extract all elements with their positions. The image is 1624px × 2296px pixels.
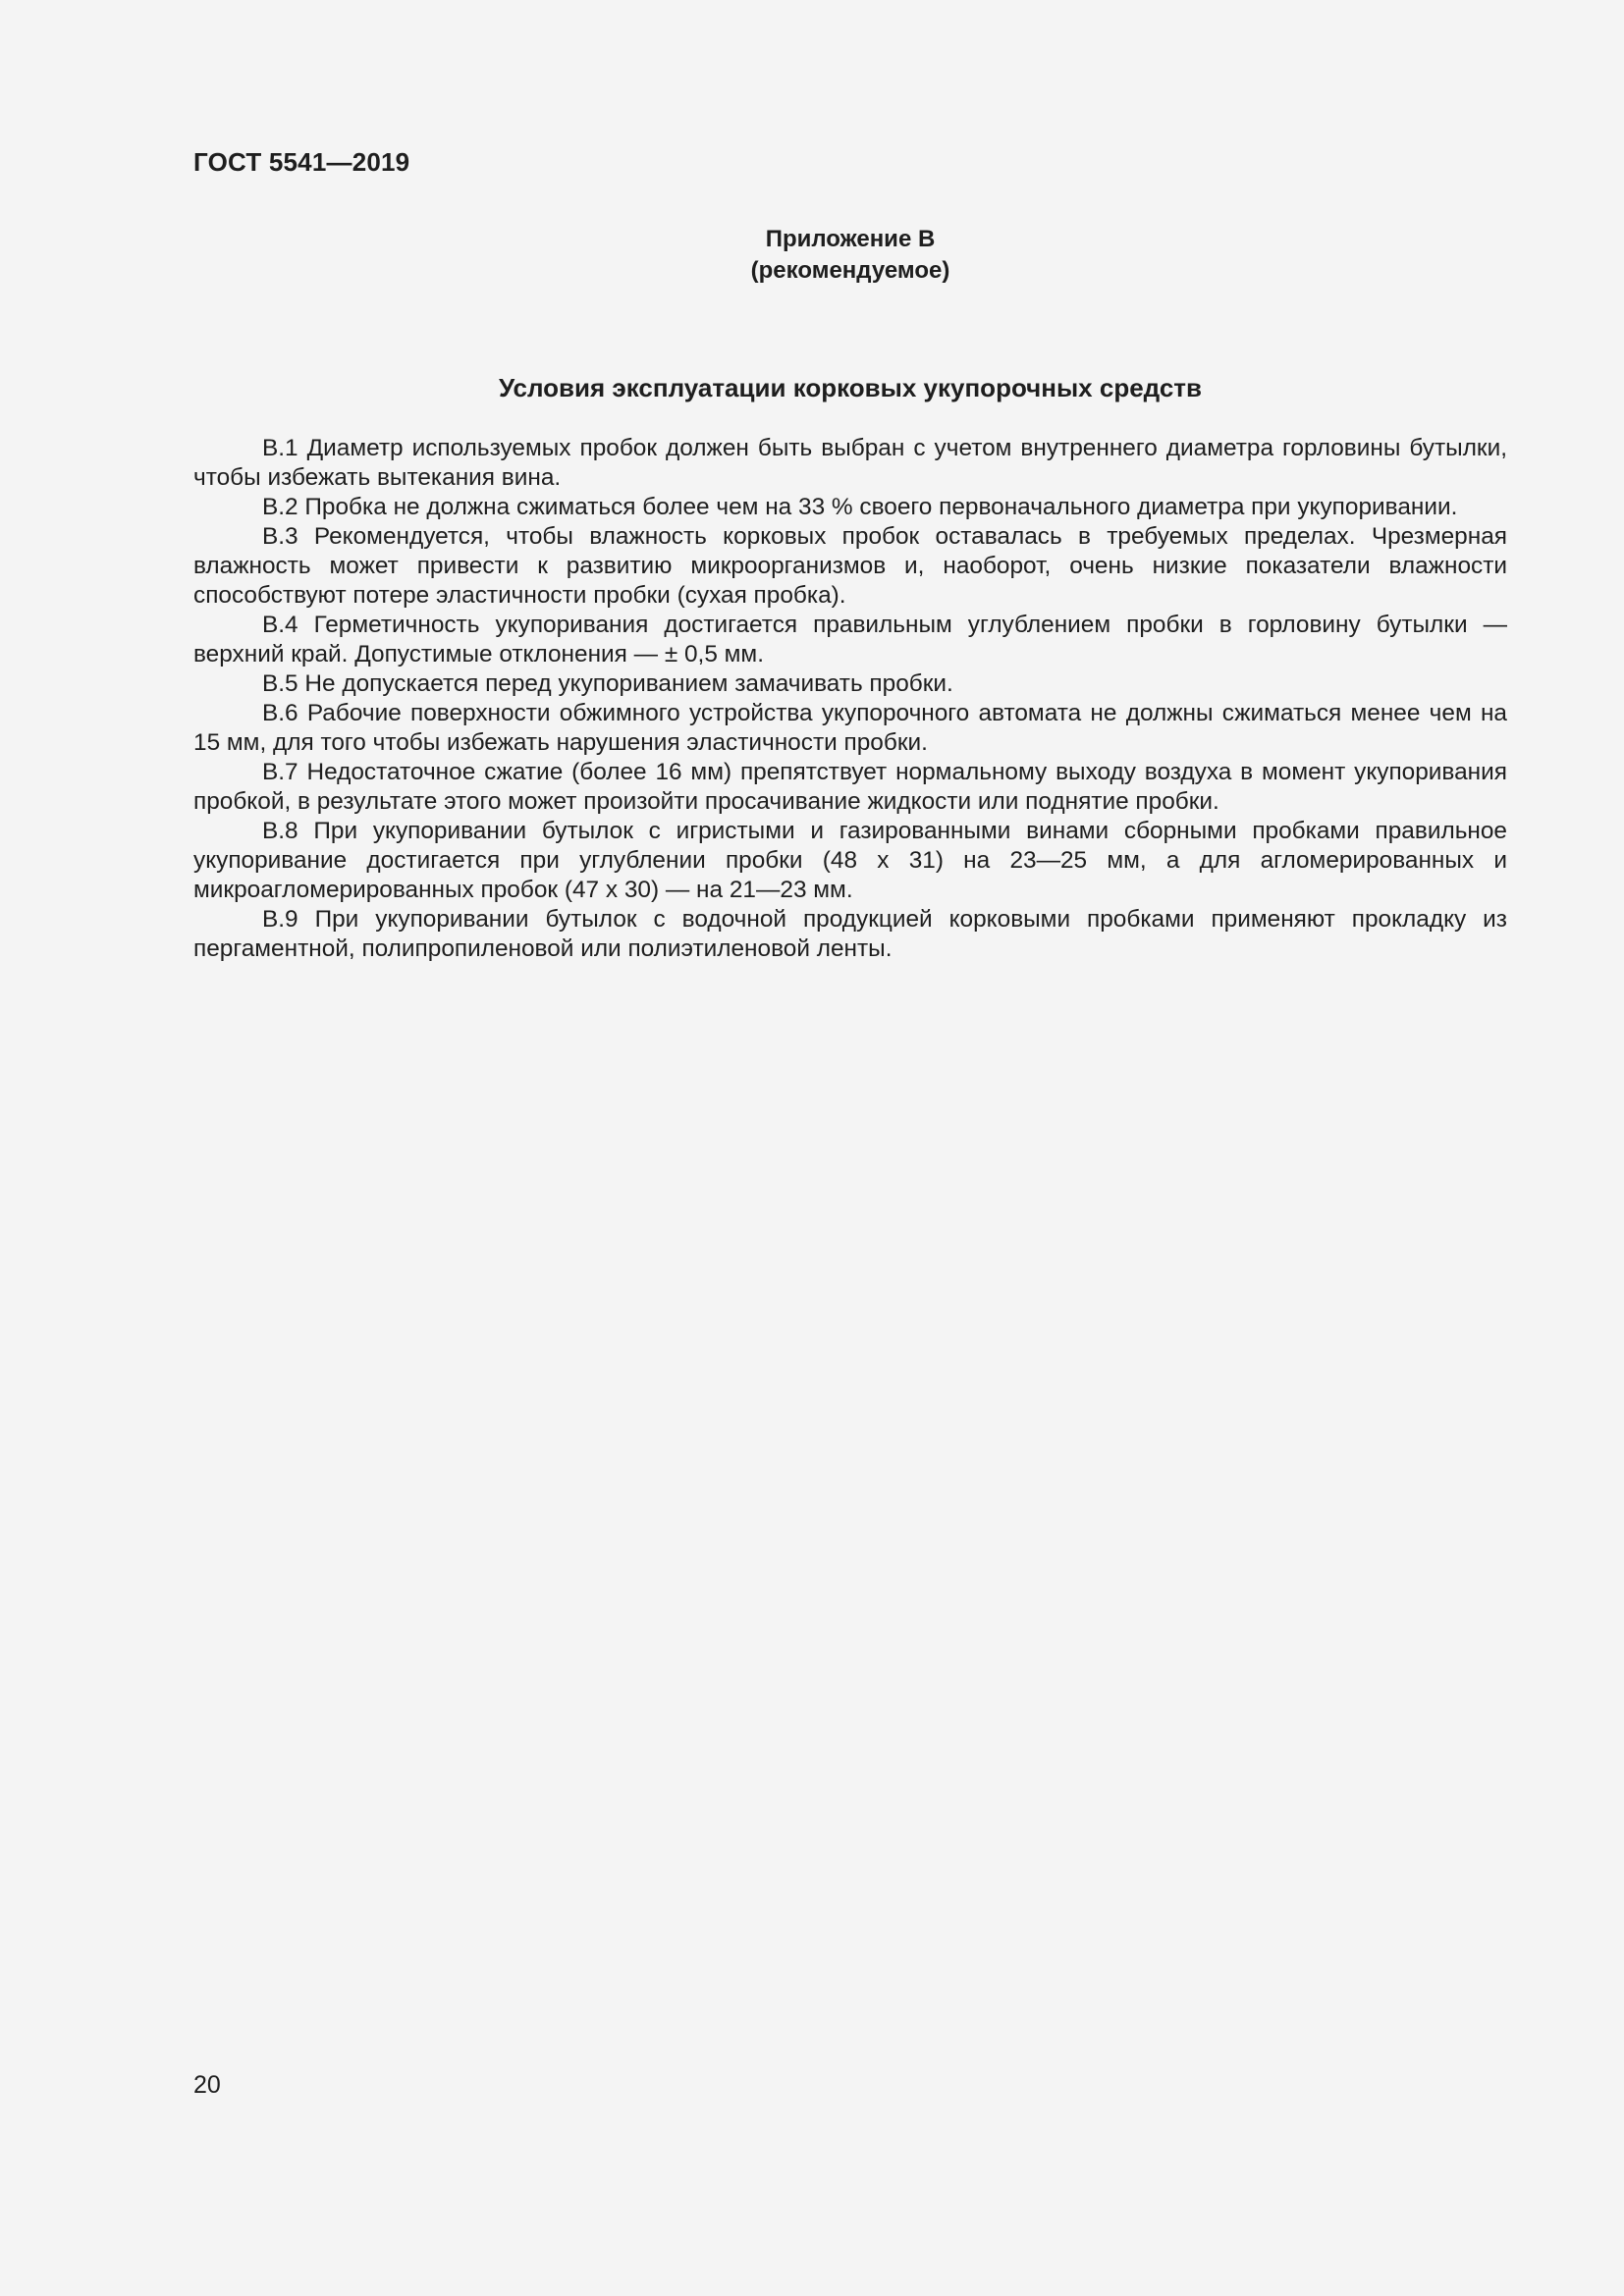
paragraph-b8: В.8 При укупоривании бутылок с игристыми и газированными винами сборными пробками правильное укупоривание достигается при углублении пробки (48 х 31) на 23—25 мм, а для агломерированных и микроагломерированных пробок (47 х 30) — на 21—23 мм. xyxy=(193,818,1507,903)
paragraph-b5: В.5 Не допускается перед укупориванием замачивать пробки. xyxy=(262,670,953,697)
document-code: ГОСТ 5541—2019 xyxy=(193,147,410,177)
paragraph-b3: В.3 Рекомендуется, чтобы влажность корковых пробок оставалась в требуемых пределах. Чрезмерная влажность может привести к развитию микроорганизмов и, наоборот, очень низкие показатели влажности способствуют потере эластичности пробки (сухая пробка). xyxy=(193,523,1507,609)
paragraph-b1: В.1 Диаметр используемых пробок должен быть выбран с учетом внутреннего диаметра горловины бутылки, чтобы избежать вытекания вина. xyxy=(193,435,1507,491)
appendix-title: Приложение В xyxy=(765,226,936,252)
paragraph-b7: В.7 Недостаточное сжатие (более 16 мм) препятствует нормальному выходу воздуха в момент укупоривания пробкой, в результате этого может произойти просачивание жидкости или поднятие пробки. xyxy=(193,759,1507,815)
paragraph-b4: В.4 Герметичность укупоривания достигается правильным углублением пробки в горловину бутылки — верхний край. Допустимые отклонения — ± 0,5 мм. xyxy=(193,612,1507,667)
appendix-status: (рекомендуемое) xyxy=(750,257,950,284)
paragraph-b6: В.6 Рабочие поверхности обжимного устройства укупорочного автомата не должны сжиматься менее чем на 15 мм, для того чтобы избежать нарушения эластичности пробки. xyxy=(193,700,1507,756)
appendix-heading xyxy=(193,224,1507,287)
paragraph-b2: В.2 Пробка не должна сжиматься более чем на 33 % своего первоначального диаметра при укупоривании. xyxy=(262,494,1458,520)
page-number: 20 xyxy=(193,2071,221,2099)
section-title: Условия эксплуатации корковых укупорочных средств xyxy=(498,373,1203,402)
section-body xyxy=(193,434,1507,964)
paragraph-b9: В.9 При укупоривании бутылок с водочной продукцией корковыми пробками применяют прокладку из пергаментной, полипропиленовой или полиэтиленовой ленты. xyxy=(193,906,1507,962)
